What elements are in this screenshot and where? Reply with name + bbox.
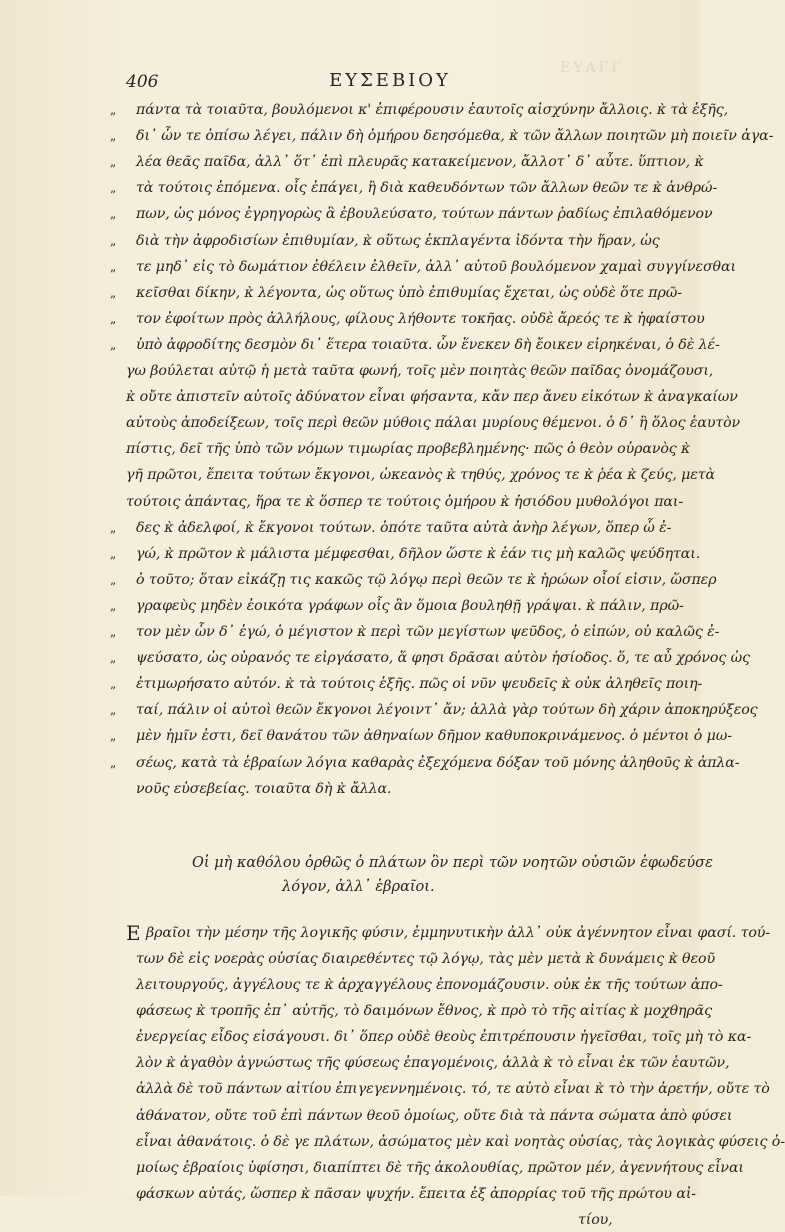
quote-mark: „ bbox=[110, 155, 117, 170]
heading-line: Οἱ μὴ καθόλου ὀρθῶς ὁ πλάτων ὃν περὶ τῶν νοητῶν οὐσιῶν ἐφωδεύσε bbox=[192, 854, 713, 871]
text-line: διὰ τὴν ἀφροδισίων ἐπιθυμίαν, κ̀ οὕτως ἐκπλαγέντα ἰδόντα τὴν ἥραν, ὡς bbox=[136, 232, 660, 249]
quote-mark: „ bbox=[110, 311, 117, 326]
text-line: πίστις, δεῖ τῆς ὑπὸ τῶν νόμων τιμωρίας προβεβλημένης· πῶς ὁ θεὸν οὐρανὸς κ̀ bbox=[126, 441, 691, 458]
text-line: ψεύσατο, ὡς οὐρανός τε εἰργάσατο, ἅ φησι δρᾶσαι αὐτὸν ἡσίοδος. ὅ, τε αὖ χρόνος ὡς bbox=[136, 650, 750, 667]
text-line: βραῖοι τὴν μέσην τῆς λογικῆς φύσιν, ἐμμηνυτικὴν ἀλλ᾽ οὐκ ἀγέννητον εἶναι φασί. τού- bbox=[146, 924, 771, 941]
text-line: σέως, κατὰ τὰ ἑβραίων λόγια καθαρὰς ἐξεχόμενα δόξαν τοῦ μόνης ἀληθοῦς κ̀ ἀπλα- bbox=[136, 754, 740, 771]
quote-mark: „ bbox=[110, 259, 117, 274]
quote-mark: „ bbox=[110, 651, 117, 666]
heading-line: λόγον, ἀλλ᾽ ἑβραῖοι. bbox=[282, 878, 435, 895]
quote-mark: „ bbox=[110, 677, 117, 692]
text-line: ἀθάνατον, οὔτε τοῦ ἐπὶ πάντων θεοῦ ὁμοίως, οὔτε διὰ τὰ πάντα σώματα ἀπὸ φύσει bbox=[136, 1107, 733, 1124]
quote-mark: „ bbox=[110, 625, 117, 639]
text-line: γῆ πρῶτοι, ἔπειτα τούτων ἔκγονοι, ὠκεανὸς κ̀ τηθύς, χρόνος τε κ̀ ῥέα κ̀ ζεύς, μετὰ bbox=[126, 467, 715, 484]
quote-mark: „ bbox=[110, 181, 117, 196]
text-line: ἐτιμωρήσατο αὐτόν. κ̀ τὰ τούτοις ἑξῆς. πῶς οἱ νῦν ψευδεῖς κ̀ οὐκ ἀληθεῖς ποιη- bbox=[136, 676, 703, 693]
text-line: φάσκων αὐτάς, ὥσπερ κ̀ πᾶσαν ψυχήν. ἔπειτα ἐξ ἀπορρίας τοῦ τῆς πρώτου αἰ- bbox=[136, 1185, 697, 1202]
text-line: τούτοις ἀπάντας, ἥρα τε κ̀ ὅσπερ τε τούτοις ὁμήρου κ̀ ἡσιόδου μυθολόγοι παι- bbox=[126, 493, 684, 510]
quote-mark: „ bbox=[110, 729, 117, 744]
text-line: τον μὲν ὧν δ᾽ ἐγώ, ὁ μέγιστον κ̀ περὶ τῶν μεγίστων ψεῦδος, ὁ εἰπών, οὐ καλῶς ἐ- bbox=[136, 624, 720, 640]
initial-letter: Ε bbox=[126, 920, 141, 945]
text-line: λειτουργούς, ἀγγέλους τε κ̀ ἀρχαγγέλους ἐπονομάζουσιν. οὐκ ἐκ τῆς τούτων ἀπο- bbox=[136, 977, 723, 993]
quote-mark: „ bbox=[110, 285, 117, 300]
quote-mark: „ bbox=[110, 598, 117, 613]
text-line: μὲν ἡμῖν ἐστι, δεῖ θανάτου τῶν ἀθηναίων δῆμον καθυποκρινάμενος. ὁ μέντοι ὁ μω- bbox=[136, 728, 732, 745]
page-number: 406 bbox=[126, 72, 159, 92]
quote-mark: „ bbox=[110, 703, 117, 718]
text-line: ἀλλὰ δὲ τοῦ πάντων αἰτίου ἐπιγεγεννημένοις. τό, τε αὐτὸ εἶναι κ̀ τὸ τὴν ἀρετήν, οὔτε τὸ bbox=[136, 1081, 770, 1098]
text-line: γώ, κ̀ πρῶτον κ̀ μάλιστα μέμφεσθαι, δῆλον ὥστε κ̀ ἐάν τις μὴ καλῶς ψεύδηται. bbox=[136, 545, 701, 562]
text-line: μοίως ἑβραίοις ὑφίσησι, διαπίπτει δὲ τῆς ἀκολουθίας, πρῶτον μέν, ἀγεννήτους εἶναι bbox=[136, 1159, 744, 1176]
text-line: των δὲ εἰς νοερὰς οὐσίας διαιρεθέντες τῷ λόγῳ, τὰς μὲν μετὰ κ̀ δυνάμεις κ̀ θεοῦ bbox=[136, 950, 715, 967]
text-line: δες κ̀ ἀδελφοί, κ̀ ἔκγονοι τούτων. ὁπότε ταῦτα αὐτὰ ἀνὴρ λέγων, ὅπερ ὧ ἐ- bbox=[136, 519, 672, 536]
text-line: ἐνεργείας εἶδος εἰσάγουσι. δι᾽ ὅπερ οὐδὲ θεοὺς ἐπιτρέπουσιν ἡγεῖσθαι, τοῖς μὴ τὸ κα- bbox=[136, 1029, 752, 1046]
bleed-through-text: ΕΥΑΓΓ bbox=[560, 60, 624, 76]
text-line: λὸν κ̀ ἀγαθὸν ἀγνώστως τῆς φύσεως ἐπαγομένοις, ἀλλὰ κ̀ τὸ εἶναι ἐκ τῶν ἑαυτῶν, bbox=[136, 1055, 730, 1072]
text-line: νοῦς εὐσεβείας. τοιαῦτα δὴ κ̀ ἄλλα. bbox=[136, 780, 392, 797]
text-line: ὑπὸ ἀφροδίτης δεσμὸν δι᾽ ἕτερα τοιαῦτα. ὧν ἕνεκεν δὴ ἔοικεν εἰρηκέναι, ὁ δὲ λέ- bbox=[136, 336, 720, 353]
text-line: ὁ τοῦτο; ὅταν εἰκάζῃ τις κακῶς τῷ λόγῳ περὶ θεῶν τε κ̀ ἡρώων οἷοί εἰσιν, ὥσπερ bbox=[136, 571, 717, 588]
text-line: δι᾽ ὧν τε ὀπίσω λέγει, πάλιν δὴ ὁμήρου δεησόμεθα, κ̀ τῶν ἄλλων ποιητῶν μὴ ποιεῖν ἀγα- bbox=[136, 128, 774, 145]
text-line: τὰ τούτοις ἑπόμενα. οἷς ἐπάγει, ἢ διὰ καθευδόντων τῶν ἄλλων θεῶν τε κ̀ ἀνθρώ- bbox=[136, 180, 718, 197]
text-line: αὐτοὺς ἀποδείξεων, τοῖς περὶ θεῶν μύθοις πάλαι μυρίους θέμενοι. ὁ δ᾽ ἢ ὅλος ἑαυτὸν bbox=[126, 415, 741, 432]
quote-mark: „ bbox=[110, 207, 117, 222]
text-line: κ̀ οὔτε ἀπιστεῖν αὐτοῖς ἀδύνατον εἶναι φήσαντα, κἄν περ ἄνευ εἰκότων κ̀ ἀναγκαίων bbox=[126, 389, 738, 406]
text-line: γραφεὺς μηδὲν ἐοικότα γράφων οἷς ἂν ὅμοια βουληθῇ γράψαι. κ̀ πάλιν, πρῶ- bbox=[136, 597, 684, 614]
quote-mark: „ bbox=[110, 233, 117, 248]
text-line: πάντα τὰ τοιαῦτα, βουλόμενοι κ' ἐπιφέρουσιν ἑαυτοῖς αἰσχύνην ἄλλοις. κ̀ τὰ ἑξῆς, bbox=[136, 102, 729, 118]
text-line: ταί, πάλιν οἱ αὐτοὶ θεῶν ἔκγονοι λέγοιντ᾽ ἄν; ἀλλὰ γὰρ τούτων δὴ χάριν ἀποκηρύξεος bbox=[136, 702, 758, 719]
text-line: τε μηδ᾽ εἰς τὸ δωμάτιον ἐθέλειν ἐλθεῖν, ἀλλ᾽ αὐτοῦ βουλόμενον χαμαὶ συγγίνεσθαι bbox=[136, 258, 736, 275]
quote-mark: „ bbox=[110, 546, 117, 561]
quote-mark: „ bbox=[110, 129, 117, 144]
text-line: φάσεως κ̀ τροπῆς ἐπ᾽ αὐτῆς, τὸ δαιμόνων ἔθνος, κ̀ πρὸ τὸ τῆς αἰτίας κ̀ μοχθηρᾶς bbox=[136, 1003, 712, 1020]
running-head: ΕΥΣΕΒΙΟΥ bbox=[329, 70, 451, 91]
text-line: εἶναι ἀθανάτοις. ὁ δὲ γε πλάτων, ἀσώματος μὲν καὶ νοητὰς οὐσίας, τὰς λογικὰς φύσεις ὁ- bbox=[136, 1133, 785, 1150]
text-line: λέα θεᾶς παῖδα, ἀλλ᾽ ὅτ᾽ ἐπὶ πλευρᾶς κατακείμενον, ἄλλοτ᾽ δ᾽ αὖτε. ὕπτιον, κ̀ bbox=[136, 154, 704, 171]
text-line: κεῖσθαι δίκην, κ̀ λέγοντα, ὡς οὕτως ὑπὸ ἐπιθυμίας ἔχεται, ὡς οὐδὲ ὅτε πρῶ- bbox=[136, 284, 682, 301]
quote-mark: „ bbox=[110, 755, 117, 770]
quote-mark: „ bbox=[110, 103, 117, 117]
text-line: γω βούλεται αὐτῷ ἡ μετὰ ταῦτα φωνή, τοῖς μὲν ποιητὰς θεῶν παῖδας ὀνομάζουσι, bbox=[126, 363, 714, 379]
text-line: πων, ὡς μόνος ἐγρηγορὼς ἃ ἐβουλεύσατο, τούτων πάντων ῥαδίως ἐπιλαθόμενον bbox=[136, 206, 713, 223]
text-line: τίου, bbox=[578, 1211, 613, 1228]
quote-mark: „ bbox=[110, 520, 117, 535]
quote-mark: „ bbox=[110, 572, 117, 587]
text-line: τον ἐφοίτων πρὸς ἀλλήλους, φίλους λήθοντε τοκῆας. οὐδὲ ἄρεός τε κ̀ ἡφαίστου bbox=[136, 310, 705, 327]
quote-mark: „ bbox=[110, 337, 117, 352]
